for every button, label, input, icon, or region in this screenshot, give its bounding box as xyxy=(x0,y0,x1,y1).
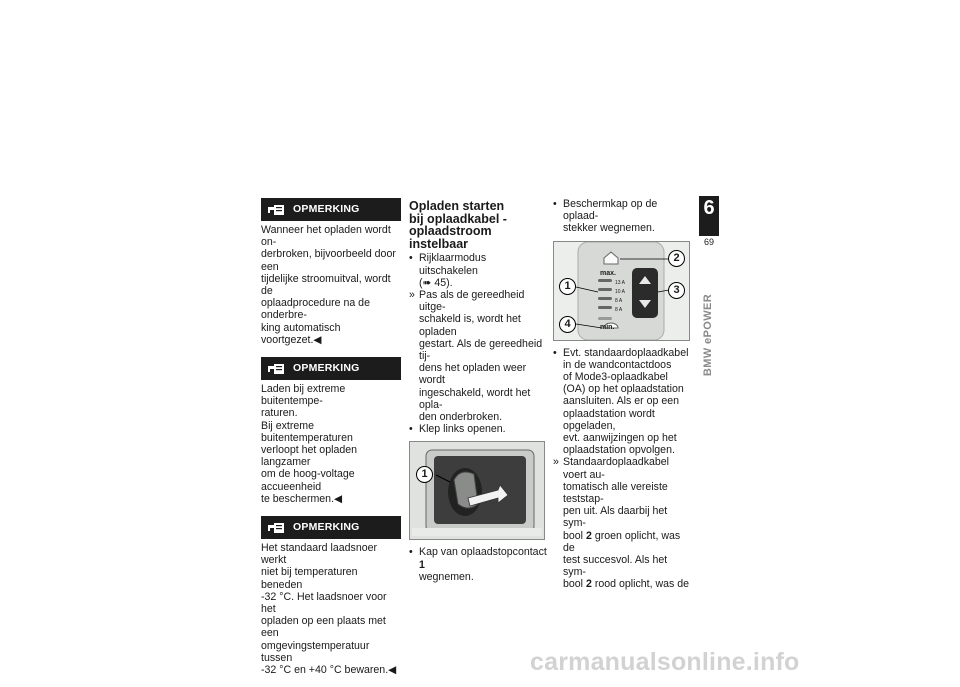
list-item xyxy=(553,347,693,457)
text-line: Wanneer het opladen wordt on- xyxy=(261,224,391,249)
note-header xyxy=(261,198,401,221)
cable-column xyxy=(553,198,693,591)
list-item xyxy=(409,289,547,423)
text-line: Evt. standaardoplaadkabel xyxy=(563,346,689,359)
callout-ref: 1 xyxy=(419,558,425,571)
charging-cable-control-photo xyxy=(553,241,690,341)
callout-2: 2 xyxy=(668,250,685,267)
text-line: den onderbroken. xyxy=(419,411,503,424)
text-line: Standaardoplaadkabel voert au- xyxy=(563,456,670,481)
text-line xyxy=(563,578,693,590)
callout-4: 4 xyxy=(559,316,576,333)
text-line: test succesvol. Als het sym- xyxy=(563,554,668,579)
charging-socket-illustration xyxy=(410,442,544,539)
label-8a-2: 8 A xyxy=(615,306,623,313)
text-line xyxy=(419,546,547,570)
text-line: tijdelijke stroomuitval, wordt de xyxy=(261,272,391,298)
text-line: verloopt het opladen langzamer xyxy=(261,444,358,469)
label-max: max. xyxy=(600,269,616,277)
callout-1: 1 xyxy=(559,278,576,295)
label-10a: 10 A xyxy=(615,288,626,295)
note-block xyxy=(261,516,401,676)
list-item xyxy=(553,456,693,590)
list-item xyxy=(409,546,547,583)
text-line: pen uit. Als daarbij het sym- xyxy=(563,505,668,530)
text-line: oplaadstation opvolgen. xyxy=(563,444,675,457)
text-line: ingeschakeld, wordt het opla- xyxy=(419,386,531,411)
heading-line: Opladen starten xyxy=(409,199,505,213)
bullet-marker: • xyxy=(409,423,413,436)
page-number: 69 xyxy=(703,237,714,247)
text-line xyxy=(563,530,693,554)
text-line: te beschermen.◀ xyxy=(261,492,343,505)
text-line: (OA) op het oplaadstation xyxy=(563,383,684,396)
bullet-marker: • xyxy=(553,198,557,210)
text-line: in de wandcontactdoos xyxy=(563,358,672,371)
text-line: gestart. Als de gereedheid tij- xyxy=(419,337,543,362)
text-line: of Mode3-oplaadkabel xyxy=(563,371,668,384)
text-line: Rijklaarmodus uitschakelen xyxy=(419,252,487,277)
charging-flap-photo xyxy=(409,441,545,540)
text-line: schakeld is, wordt het opladen xyxy=(419,313,521,338)
text-line: opladen op een plaats met een xyxy=(261,615,386,640)
text-line: om de hoog-voltage accueenheid xyxy=(261,468,355,493)
text-line: -32 °C en +40 °C bewaren.◀ xyxy=(261,664,397,677)
bullet-marker: • xyxy=(553,346,557,359)
text-fragment: bool xyxy=(563,529,586,542)
hand-note-icon xyxy=(267,361,287,377)
chapter-marker xyxy=(699,196,719,236)
note-header xyxy=(261,516,401,539)
text-line: evt. aanwijzingen op het xyxy=(563,432,677,445)
heading-line: oplaadstroom instelbaar xyxy=(409,224,492,251)
text-line: Bij extreme buitentemperaturen xyxy=(261,419,353,444)
list-item xyxy=(409,252,547,289)
text-line: Laden bij extreme buitentempe- xyxy=(261,383,346,408)
bullet-marker: • xyxy=(409,546,413,559)
callout-1: 1 xyxy=(416,466,433,483)
text-line: aansluiten. Als er op een xyxy=(563,395,680,408)
list-item xyxy=(553,198,693,235)
text-line: king automatisch voortgezet.◀ xyxy=(261,321,341,346)
text-line: Beschermkap op de oplaad- xyxy=(563,198,658,223)
text-line: Klep links openen. xyxy=(419,423,506,436)
text-line: stekker wegnemen. xyxy=(563,222,655,235)
text-line: niet bij temperaturen beneden xyxy=(261,566,358,591)
text-fragment: Kap van oplaadstopcontact xyxy=(419,546,547,559)
chapter-number: 6 xyxy=(703,197,715,219)
section-heading xyxy=(409,200,547,250)
text-line: derbroken, bijvoorbeeld door een xyxy=(261,248,396,273)
result-marker: » xyxy=(409,288,415,301)
page-reference-link[interactable]: (➠ 45). xyxy=(419,276,453,289)
text-line: oplaadstation wordt opgeladen, xyxy=(563,407,655,432)
text-fragment: groen oplicht, was de xyxy=(563,529,681,554)
hand-note-icon xyxy=(267,520,287,536)
note-text xyxy=(261,542,401,676)
note-header xyxy=(261,357,401,380)
list-item xyxy=(409,423,547,435)
note-text xyxy=(261,224,401,346)
text-line: wegnemen. xyxy=(419,570,474,583)
chapter-title: BMW ePOWER xyxy=(702,293,714,377)
chapter-title-vertical xyxy=(701,293,715,377)
note-block xyxy=(261,198,401,346)
text-line: raturen. xyxy=(261,407,298,420)
label-min: min. xyxy=(600,323,615,331)
note-title: OPMERKING xyxy=(293,521,360,534)
note-block xyxy=(261,357,401,505)
result-marker: » xyxy=(553,456,559,469)
text-fragment: bool xyxy=(563,578,586,591)
label-13a: 13 A xyxy=(615,279,626,286)
text-line: oplaadprocedure na de onderbre- xyxy=(261,297,370,322)
label-8a: 8 A xyxy=(615,297,623,304)
text-fragment: rood oplicht, was de xyxy=(591,578,690,591)
text-line: -32 °C. Het laadsnoer voor het xyxy=(261,590,387,616)
note-title: OPMERKING xyxy=(293,203,360,216)
text-line: dens het opladen weer wordt xyxy=(419,362,527,387)
watermark: carmanualsonline.info xyxy=(530,648,800,676)
charging-column xyxy=(409,198,547,583)
chapter-tab xyxy=(699,196,719,248)
notes-column xyxy=(261,198,401,687)
note-title: OPMERKING xyxy=(293,362,360,375)
text-line: omgevingstemperatuur tussen xyxy=(261,639,370,664)
text-line: tomatisch alle vereiste teststap- xyxy=(563,480,668,506)
bullet-marker: • xyxy=(409,252,413,265)
text-line: Pas als de gereedheid uitge- xyxy=(419,288,525,314)
note-text xyxy=(261,383,401,505)
text-line: Het standaard laadsnoer werkt xyxy=(261,542,378,567)
callout-ref: 2 xyxy=(585,578,592,591)
callout-3: 3 xyxy=(668,282,685,299)
callout-ref: 2 xyxy=(585,529,592,542)
heading-line: bij oplaadkabel - xyxy=(409,211,507,226)
hand-note-icon xyxy=(267,202,287,218)
